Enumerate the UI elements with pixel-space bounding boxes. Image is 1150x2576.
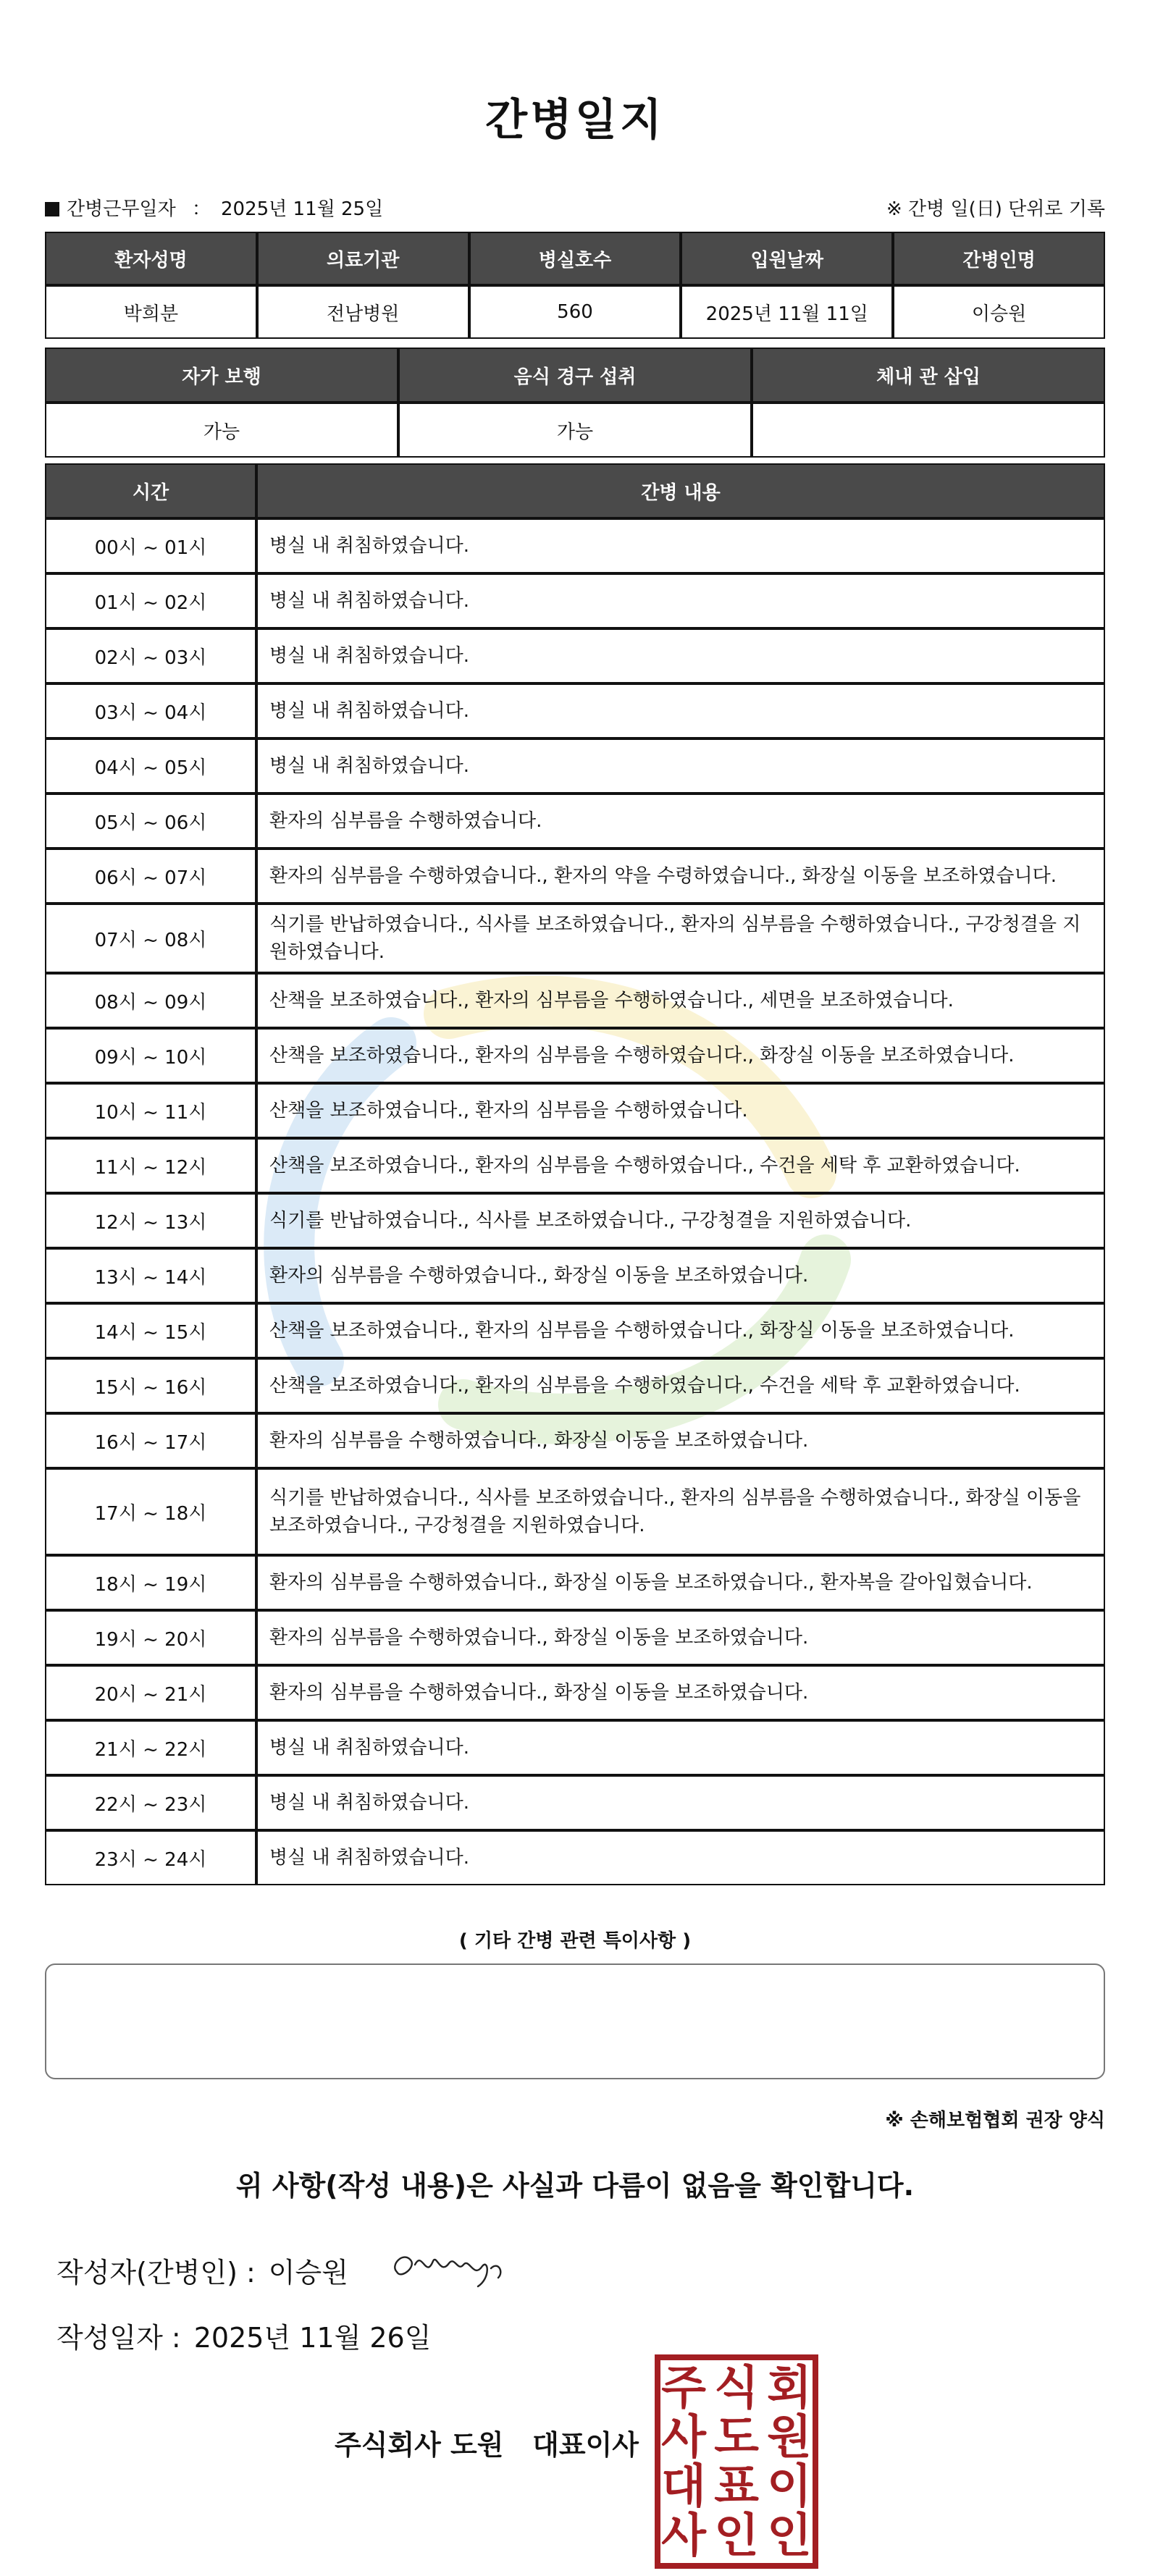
log-row bbox=[45, 573, 1105, 628]
log-content: 환자의 심부름을 수행하였습니다. bbox=[256, 794, 1105, 849]
log-row bbox=[45, 738, 1105, 794]
company-seal bbox=[653, 2353, 820, 2570]
log-content: 병실 내 취침하였습니다. bbox=[256, 738, 1105, 794]
writer-line bbox=[56, 2250, 348, 2290]
company-representative: 주식회사 도원 대표이사 bbox=[335, 2429, 639, 2461]
log-content: 환자의 심부름을 수행하였습니다., 환자의 약을 수령하였습니다., 화장실 이동을 보조하였습니다. bbox=[256, 849, 1105, 904]
log-row bbox=[45, 794, 1105, 849]
hospital-name: 전남병원 bbox=[257, 285, 469, 339]
care-log-table bbox=[45, 463, 1105, 1885]
log-header-time: 시간 bbox=[45, 463, 256, 518]
document-title: 간병일지 bbox=[485, 95, 665, 146]
log-time: 19시 ~ 20시 bbox=[45, 1610, 256, 1665]
svg-text:인: 인 bbox=[714, 2509, 759, 2563]
log-time: 03시 ~ 04시 bbox=[45, 683, 256, 738]
log-row bbox=[45, 518, 1105, 573]
log-header-content: 간병 내용 bbox=[256, 463, 1105, 518]
log-time: 14시 ~ 15시 bbox=[45, 1303, 256, 1358]
log-time: 21시 ~ 22시 bbox=[45, 1720, 256, 1775]
log-row bbox=[45, 1248, 1105, 1303]
log-content: 산책을 보조하였습니다., 환자의 심부름을 수행하였습니다., 화장실 이동을 보조하였습니다. bbox=[256, 1303, 1105, 1358]
log-time: 23시 ~ 24시 bbox=[45, 1830, 256, 1885]
patient-header-admission: 입원날짜 bbox=[681, 232, 893, 285]
svg-text:이: 이 bbox=[767, 2460, 812, 2514]
patient-header-caregiver: 간병인명 bbox=[893, 232, 1105, 285]
log-content: 식기를 반납하였습니다., 식사를 보조하였습니다., 환자의 심부름을 수행하였습니다., 구강청결을 지원하였습니다. bbox=[256, 904, 1105, 973]
log-row bbox=[45, 1413, 1105, 1468]
svg-text:회: 회 bbox=[767, 2362, 812, 2415]
log-row bbox=[45, 683, 1105, 738]
log-row bbox=[45, 1083, 1105, 1138]
log-row bbox=[45, 1720, 1105, 1775]
admission-date: 2025년 11월 11일 bbox=[681, 285, 893, 339]
work-date-value: 2025년 11월 25일 bbox=[220, 198, 384, 220]
work-date bbox=[45, 194, 383, 221]
svg-text:표: 표 bbox=[714, 2460, 759, 2514]
log-row bbox=[45, 904, 1105, 973]
svg-text:사: 사 bbox=[661, 2411, 706, 2465]
log-row bbox=[45, 1468, 1105, 1555]
log-row bbox=[45, 1303, 1105, 1358]
log-time: 00시 ~ 01시 bbox=[45, 518, 256, 573]
log-row bbox=[45, 628, 1105, 683]
status-header-oral-intake: 음식 경구 섭취 bbox=[398, 348, 752, 403]
log-content: 환자의 심부름을 수행하였습니다., 화장실 이동을 보조하였습니다. bbox=[256, 1610, 1105, 1665]
log-time: 04시 ~ 05시 bbox=[45, 738, 256, 794]
log-content: 산책을 보조하였습니다., 환자의 심부름을 수행하였습니다. bbox=[256, 1083, 1105, 1138]
log-row bbox=[45, 1775, 1105, 1830]
log-content: 환자의 심부름을 수행하였습니다., 화장실 이동을 보조하였습니다., 환자복을 갈아입혔습니다. bbox=[256, 1555, 1105, 1610]
log-row bbox=[45, 1138, 1105, 1193]
square-bullet-icon bbox=[45, 202, 59, 216]
svg-text:원: 원 bbox=[767, 2411, 812, 2465]
log-row bbox=[45, 1665, 1105, 1720]
log-time: 08시 ~ 09시 bbox=[45, 973, 256, 1028]
log-row bbox=[45, 1358, 1105, 1413]
log-content: 병실 내 취침하였습니다. bbox=[256, 1720, 1105, 1775]
remarks-title: ( 기타 간병 관련 특이사항 ) bbox=[458, 1930, 692, 1952]
write-date-line bbox=[56, 2315, 431, 2355]
log-time: 15시 ~ 16시 bbox=[45, 1358, 256, 1413]
write-date-value: 2025년 11월 26일 bbox=[193, 2322, 432, 2354]
log-time: 18시 ~ 19시 bbox=[45, 1555, 256, 1610]
log-content: 산책을 보조하였습니다., 환자의 심부름을 수행하였습니다., 수건을 세탁 후 교환하였습니다. bbox=[256, 1358, 1105, 1413]
work-date-separator: ： bbox=[191, 198, 211, 220]
log-row bbox=[45, 1830, 1105, 1885]
log-content: 병실 내 취침하였습니다. bbox=[256, 518, 1105, 573]
log-content: 식기를 반납하였습니다., 식사를 보조하였습니다., 구강청결을 지원하였습니다. bbox=[256, 1193, 1105, 1248]
log-time: 02시 ~ 03시 bbox=[45, 628, 256, 683]
write-date-label: 작성일자 : bbox=[56, 2322, 181, 2354]
log-content: 환자의 심부름을 수행하였습니다., 화장실 이동을 보조하였습니다. bbox=[256, 1665, 1105, 1720]
log-time: 11시 ~ 12시 bbox=[45, 1138, 256, 1193]
status-walking: 가능 bbox=[45, 403, 398, 458]
log-row bbox=[45, 1610, 1105, 1665]
log-time: 16시 ~ 17시 bbox=[45, 1413, 256, 1468]
log-content: 병실 내 취침하였습니다. bbox=[256, 628, 1105, 683]
log-row bbox=[45, 1028, 1105, 1083]
handwritten-signature bbox=[382, 2236, 513, 2294]
log-content: 산책을 보조하였습니다., 환자의 심부름을 수행하였습니다., 세면을 보조하였습니다. bbox=[256, 973, 1105, 1028]
status-tube bbox=[752, 403, 1105, 458]
log-row bbox=[45, 1555, 1105, 1610]
log-content: 병실 내 취침하였습니다. bbox=[256, 1775, 1105, 1830]
log-time: 01시 ~ 02시 bbox=[45, 573, 256, 628]
svg-text:대: 대 bbox=[661, 2460, 706, 2514]
status-oral-intake: 가능 bbox=[398, 403, 752, 458]
log-content: 환자의 심부름을 수행하였습니다., 화장실 이동을 보조하였습니다. bbox=[256, 1413, 1105, 1468]
work-date-label: 간병근무일자 bbox=[67, 198, 176, 220]
log-content: 산책을 보조하였습니다., 환자의 심부름을 수행하였습니다., 수건을 세탁 후 교환하였습니다. bbox=[256, 1138, 1105, 1193]
log-time: 05시 ~ 06시 bbox=[45, 794, 256, 849]
log-time: 06시 ~ 07시 bbox=[45, 849, 256, 904]
status-header-tube: 체내 관 삽입 bbox=[752, 348, 1105, 403]
unit-note: ※ 간병 일(日) 단위로 기록 bbox=[886, 198, 1105, 220]
svg-text:사: 사 bbox=[661, 2509, 706, 2563]
log-time: 22시 ~ 23시 bbox=[45, 1775, 256, 1830]
log-content: 식기를 반납하였습니다., 식사를 보조하였습니다., 환자의 심부름을 수행하였습니다., 화장실 이동을 보조하였습니다., 구강청결을 지원하였습니다. bbox=[256, 1468, 1105, 1555]
log-content: 병실 내 취침하였습니다. bbox=[256, 1830, 1105, 1885]
log-time: 12시 ~ 13시 bbox=[45, 1193, 256, 1248]
form-note: ※ 손해보험협회 권장 양식 bbox=[885, 2110, 1105, 2131]
log-row bbox=[45, 1193, 1105, 1248]
log-time: 20시 ~ 21시 bbox=[45, 1665, 256, 1720]
writer-label: 작성자(간병인) : bbox=[56, 2257, 256, 2289]
caregiver-name: 이승원 bbox=[893, 285, 1105, 339]
room-number: 560 bbox=[469, 285, 681, 339]
remarks-box bbox=[45, 1963, 1105, 2079]
log-content: 병실 내 취침하였습니다. bbox=[256, 573, 1105, 628]
svg-text:인: 인 bbox=[767, 2509, 812, 2563]
status-header-walking: 자가 보행 bbox=[45, 348, 398, 403]
patient-header-name: 환자성명 bbox=[45, 232, 257, 285]
writer-name: 이승원 bbox=[268, 2257, 348, 2289]
log-row bbox=[45, 849, 1105, 904]
patient-info-table bbox=[45, 232, 1105, 339]
svg-text:주: 주 bbox=[661, 2362, 706, 2415]
log-time: 17시 ~ 18시 bbox=[45, 1468, 256, 1555]
svg-text:도: 도 bbox=[714, 2411, 759, 2465]
log-content: 환자의 심부름을 수행하였습니다., 화장실 이동을 보조하였습니다. bbox=[256, 1248, 1105, 1303]
log-time: 13시 ~ 14시 bbox=[45, 1248, 256, 1303]
svg-text:식: 식 bbox=[714, 2362, 759, 2415]
confirmation-statement: 위 사항(작성 내용)은 사실과 다름이 없음을 확인합니다. bbox=[235, 2170, 915, 2202]
log-row bbox=[45, 973, 1105, 1028]
log-time: 09시 ~ 10시 bbox=[45, 1028, 256, 1083]
patient-name: 박희분 bbox=[45, 285, 257, 339]
log-time: 10시 ~ 11시 bbox=[45, 1083, 256, 1138]
log-content: 산책을 보조하였습니다., 환자의 심부름을 수행하였습니다., 화장실 이동을 보조하였습니다. bbox=[256, 1028, 1105, 1083]
patient-header-hospital: 의료기관 bbox=[257, 232, 469, 285]
log-time: 07시 ~ 08시 bbox=[45, 904, 256, 973]
patient-header-room: 병실호수 bbox=[469, 232, 681, 285]
log-content: 병실 내 취침하였습니다. bbox=[256, 683, 1105, 738]
patient-status-table bbox=[45, 348, 1105, 458]
